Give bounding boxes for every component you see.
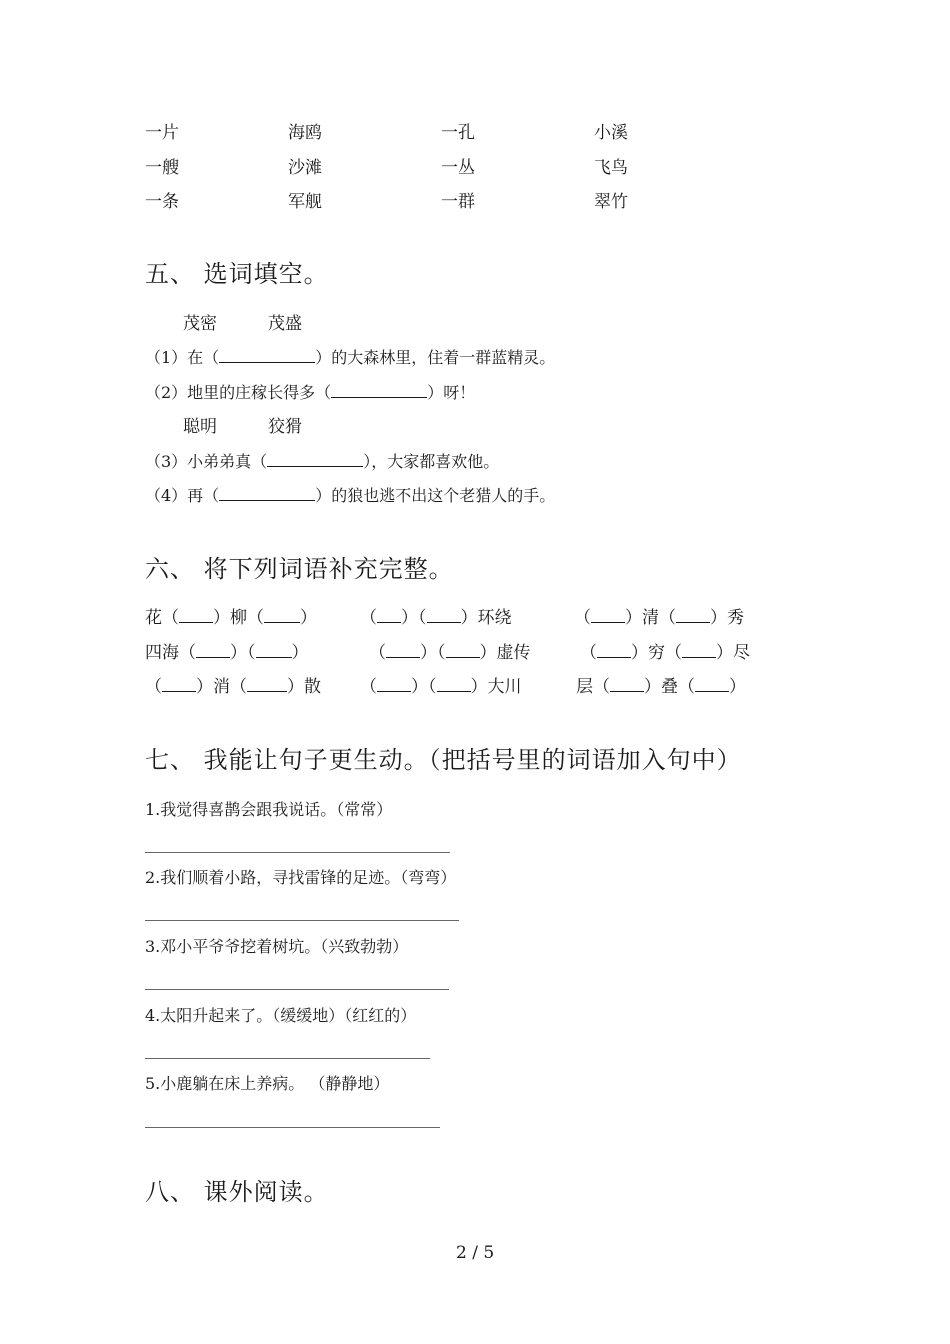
answer-blank[interactable]: [331, 383, 427, 398]
idiom-item: （ ）清（ ）秀: [574, 608, 744, 628]
idiom-item: 四海（ ）（ ）: [145, 643, 309, 663]
match-cell: 小溪: [594, 123, 628, 143]
idiom-item: （ ）消（ ）散: [145, 677, 321, 697]
answer-line[interactable]: [145, 1058, 430, 1059]
sentence-item-1: 1.我觉得喜鹊会跟我说话。（常常）: [145, 800, 393, 819]
answer-blank[interactable]: [264, 608, 300, 623]
match-cell: 一孔: [441, 123, 475, 143]
idiom-item: （ ）（ ）环绕: [360, 608, 512, 628]
answer-blank[interactable]: [437, 677, 471, 692]
match-cell: 飞鸟: [594, 158, 628, 178]
answer-line[interactable]: [145, 989, 449, 990]
answer-blank[interactable]: [256, 643, 292, 658]
idiom-item: 花（ ）柳（ ）: [145, 608, 317, 628]
answer-blank[interactable]: [386, 643, 420, 658]
section-8-title: 八、 课外阅读。: [145, 1178, 329, 1206]
sentence-item-3: 3.邓小平爷爷挖着树坑。（兴致勃勃）: [145, 937, 409, 956]
answer-blank[interactable]: [219, 348, 315, 363]
answer-blank[interactable]: [179, 608, 213, 623]
match-cell: 沙滩: [288, 158, 322, 178]
answer-blank[interactable]: [591, 608, 625, 623]
fill-question-1: （1）在（ ）的大森林里，住着一群蓝精灵。: [145, 348, 556, 367]
match-cell: 一条: [145, 192, 179, 212]
match-cell: 一片: [145, 123, 179, 143]
match-cell: 军舰: [288, 192, 322, 212]
idiom-item: （ ）（ ）大川: [360, 677, 522, 697]
answer-blank[interactable]: [695, 677, 729, 692]
answer-blank[interactable]: [219, 486, 315, 501]
answer-blank[interactable]: [610, 677, 644, 692]
word-choice-group-1: 茂密 茂盛: [183, 314, 302, 334]
idiom-item: （ ）（ ）虚传: [369, 643, 531, 663]
answer-blank[interactable]: [377, 677, 411, 692]
answer-blank[interactable]: [682, 643, 716, 658]
word-choice-group-2: 聪明 狡猾: [183, 417, 302, 437]
fill-question-4: （4）再（ ）的狼也逃不出这个老猎人的手。: [145, 486, 556, 505]
idiom-item: （ ）穷（ ）尽: [580, 643, 750, 663]
sentence-item-2: 2.我们顺着小路，寻找雷锋的足迹。（弯弯）: [145, 868, 457, 887]
match-cell: 翠竹: [594, 192, 628, 212]
answer-line[interactable]: [145, 1127, 440, 1128]
answer-blank[interactable]: [446, 643, 480, 658]
sentence-item-4: 4.太阳升起来了。（缓缓地）（红红的）: [145, 1006, 417, 1025]
answer-line[interactable]: [145, 920, 459, 921]
fill-question-2: （2）地里的庄稼长得多（ ）呀！: [145, 383, 476, 402]
match-cell: 一丛: [441, 158, 475, 178]
page-number: 2 / 5: [456, 1243, 495, 1263]
match-cell: 一群: [441, 192, 475, 212]
section-7-title: 七、 我能让句子更生动。（把括号里的词语加入句中）: [145, 746, 742, 774]
answer-blank[interactable]: [247, 677, 287, 692]
match-cell: 海鸥: [288, 123, 322, 143]
answer-blank[interactable]: [267, 452, 363, 467]
match-cell: 一艘: [145, 158, 179, 178]
answer-blank[interactable]: [377, 608, 401, 623]
section-5-title: 五、 选词填空。: [145, 260, 329, 288]
fill-question-3: （3）小弟弟真（ ），大家都喜欢他。: [145, 452, 500, 471]
answer-line[interactable]: [145, 852, 450, 853]
answer-blank[interactable]: [427, 608, 461, 623]
answer-blank[interactable]: [162, 677, 196, 692]
idiom-item: 层（ ）叠（ ）: [576, 677, 746, 697]
answer-blank[interactable]: [676, 608, 710, 623]
answer-blank[interactable]: [597, 643, 631, 658]
sentence-item-5: 5.小鹿躺在床上养病。 （静静地）: [145, 1074, 390, 1093]
answer-blank[interactable]: [196, 643, 230, 658]
section-6-title: 六、 将下列词语补充完整。: [145, 555, 454, 583]
